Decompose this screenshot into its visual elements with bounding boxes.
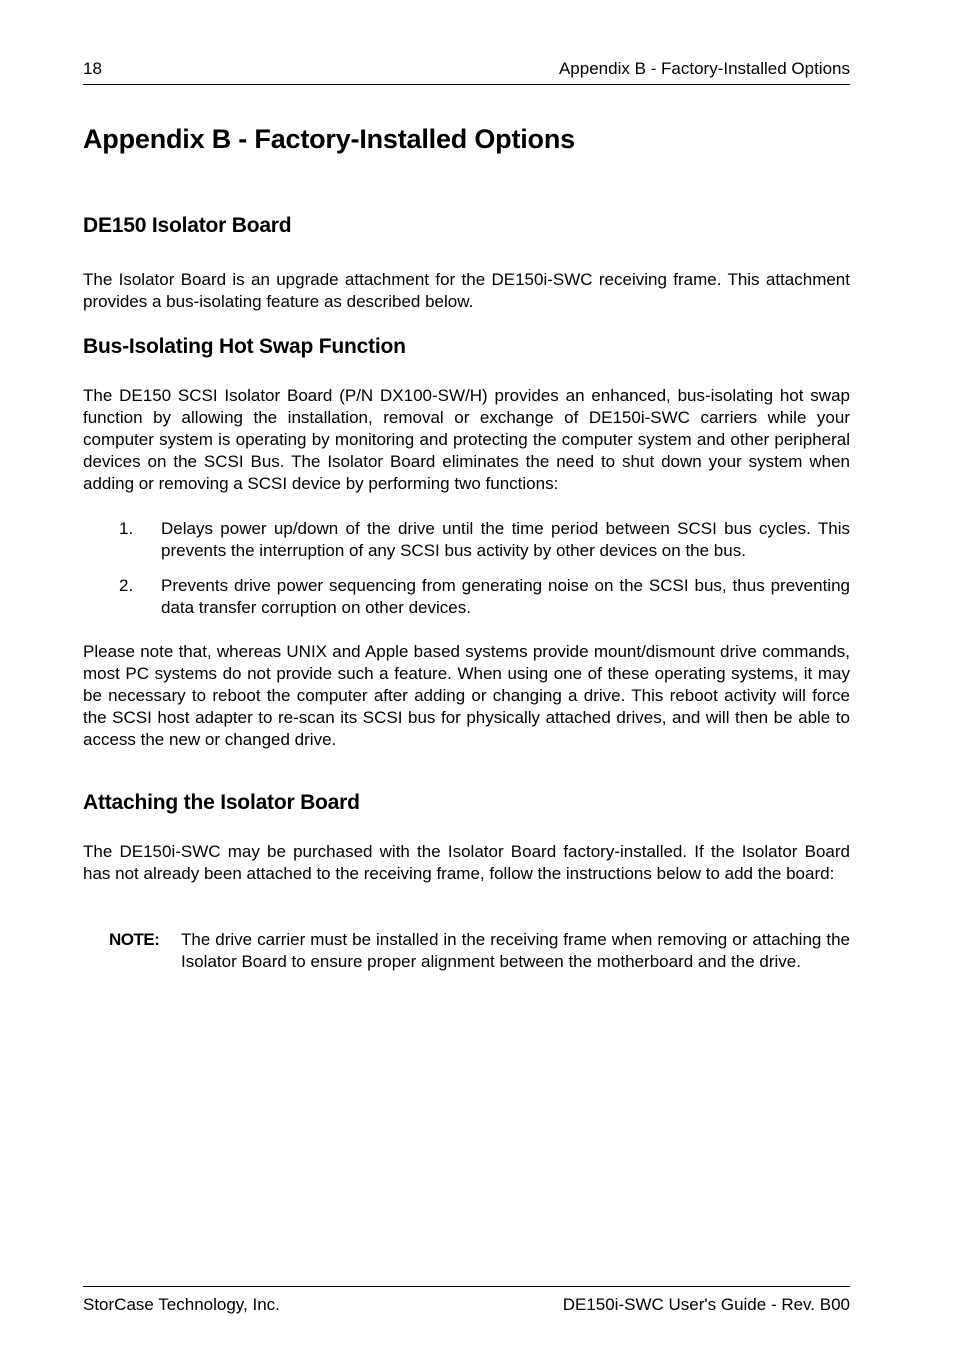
footer-guide-title: DE150i-SWC User's Guide - Rev. B00 (562, 1295, 850, 1314)
note-text: The drive carrier must be installed in the receiving frame when removing or attaching the Isolator Board to ensure proper alignment between the motherboard and the drive. (181, 930, 850, 971)
paragraph-attaching: The DE150i-SWC may be purchased with the Isolator Board factory-installed. If the Isolator Board has not already been attached to the receiving frame, follow the instructions below to add the board: (83, 842, 850, 883)
page-number: 18 (83, 59, 102, 78)
note-label: NOTE: (109, 930, 160, 949)
running-title: Appendix B - Factory-Installed Options (558, 59, 850, 78)
footer-company: StorCase Technology, Inc. (83, 1295, 280, 1314)
paragraph-isolator-intro: The Isolator Board is an upgrade attachment for the DE150i-SWC receiving frame. This attachment provides a bus-isolating feature as described below. (83, 270, 850, 311)
list-item-text: Delays power up/down of the drive until the time period between SCSI bus cycles. This prevents the interruption of any SCSI bus activity by other devices on the bus. (161, 519, 850, 560)
heading-hot-swap: Bus-Isolating Hot Swap Function (83, 335, 406, 358)
running-footer (83, 1286, 850, 1314)
running-header (83, 58, 850, 85)
heading-isolator-board: DE150 Isolator Board (83, 214, 292, 237)
page-title: Appendix B - Factory-Installed Options (83, 124, 575, 154)
list-item-text: Prevents drive power sequencing from generating noise on the SCSI bus, thus preventing data transfer corruption on other devices. (161, 576, 850, 617)
document-page (83, 0, 850, 1369)
heading-attaching: Attaching the Isolator Board (83, 791, 360, 814)
paragraph-reboot-note: Please note that, whereas UNIX and Apple based systems provide mount/dismount drive commands, most PC systems do not provide such a feature. When using one of these operating systems, it may be necessary to reboot the computer after adding or changing a drive. This reboot activity will force the SCSI host adapter to re-scan its SCSI bus for physically attached drives, and will then be able to access the new or changed drive. (83, 642, 850, 749)
list-item-number: 2. (119, 576, 134, 595)
list-item-number: 1. (119, 519, 134, 538)
paragraph-hot-swap: The DE150 SCSI Isolator Board (P/N DX100-SW/H) provides an enhanced, bus-isolating hot swap function by allowing the installation, removal or exchange of DE150i-SWC carriers while your computer system is operating by monitoring and protecting the computer system and other peripheral devices on the SCSI Bus. The Isolator Board eliminates the need to shut down your system when adding or removing a SCSI device by performing two functions: (83, 386, 850, 493)
